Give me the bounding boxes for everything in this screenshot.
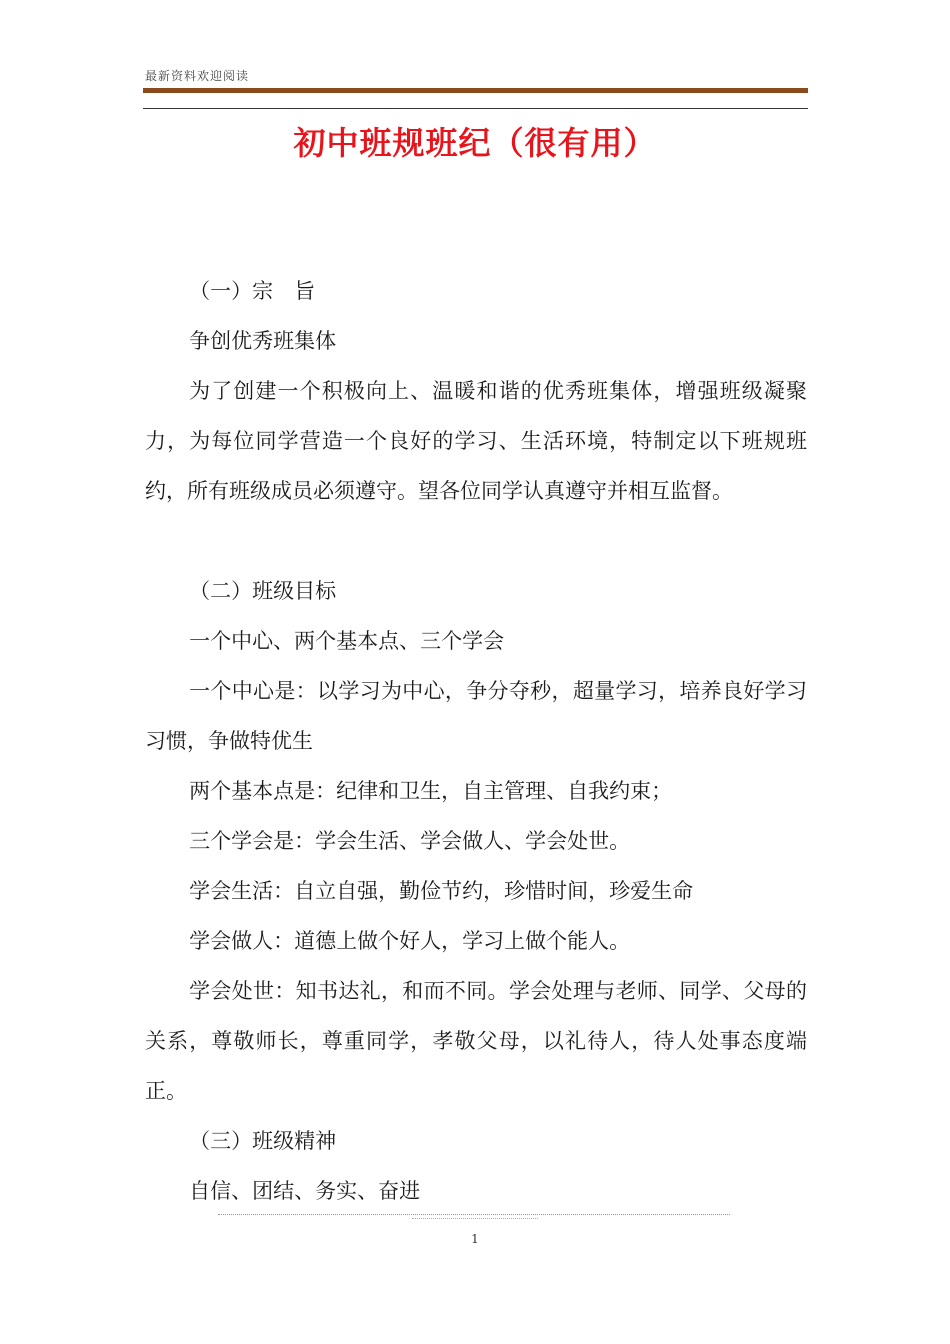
paragraph: 学会生活：自立自强，勤俭节约，珍惜时间，珍爱生命 bbox=[189, 879, 694, 903]
header-rule-thick bbox=[143, 88, 808, 93]
paragraph: 自信、团结、务实、奋进 bbox=[189, 1179, 421, 1203]
paragraph: 争创优秀班集体 bbox=[189, 329, 337, 353]
section-heading: （一）宗 旨 bbox=[189, 279, 316, 303]
paragraph: 一个中心是：以学习为中心，争分夺秒，超量学习，培养良好学习习惯，争做特优生 bbox=[145, 679, 807, 753]
page-number: 1 bbox=[471, 1232, 479, 1246]
paragraph: 为了创建一个积极向上、温暖和谐的优秀班集体，增强班级凝聚力，为每位同学营造一个良好的学习、生活环境，特制定以下班规班约，所有班级成员必须遵守。望各位同学认真遵守并相互监督。 bbox=[145, 379, 807, 503]
section-heading: （二）班级目标 bbox=[189, 579, 337, 603]
running-header: 最新资料欢迎阅读 bbox=[145, 69, 250, 83]
paragraph: 学会处世：知书达礼，和而不同。学会处理与老师、同学、父母的关系，尊敬师长，尊重同学，孝敬父母，以礼待人，待人处事态度端正。 bbox=[145, 979, 807, 1103]
footer-rule bbox=[218, 1214, 730, 1215]
footer-rule-short bbox=[412, 1218, 538, 1219]
document-title: 初中班规班纪（很有用） bbox=[293, 124, 657, 162]
paragraph: 三个学会是：学会生活、学会做人、学会处世。 bbox=[189, 829, 631, 853]
section-heading: （三）班级精神 bbox=[189, 1129, 337, 1153]
paragraph: 学会做人：道德上做个好人，学习上做个能人。 bbox=[189, 929, 631, 953]
paragraph: 两个基本点是：纪律和卫生，自主管理、自我约束； bbox=[189, 779, 673, 803]
paragraph: 一个中心、两个基本点、三个学会 bbox=[189, 629, 505, 653]
document-body bbox=[145, 266, 807, 1216]
header-rule-thin bbox=[143, 108, 808, 109]
